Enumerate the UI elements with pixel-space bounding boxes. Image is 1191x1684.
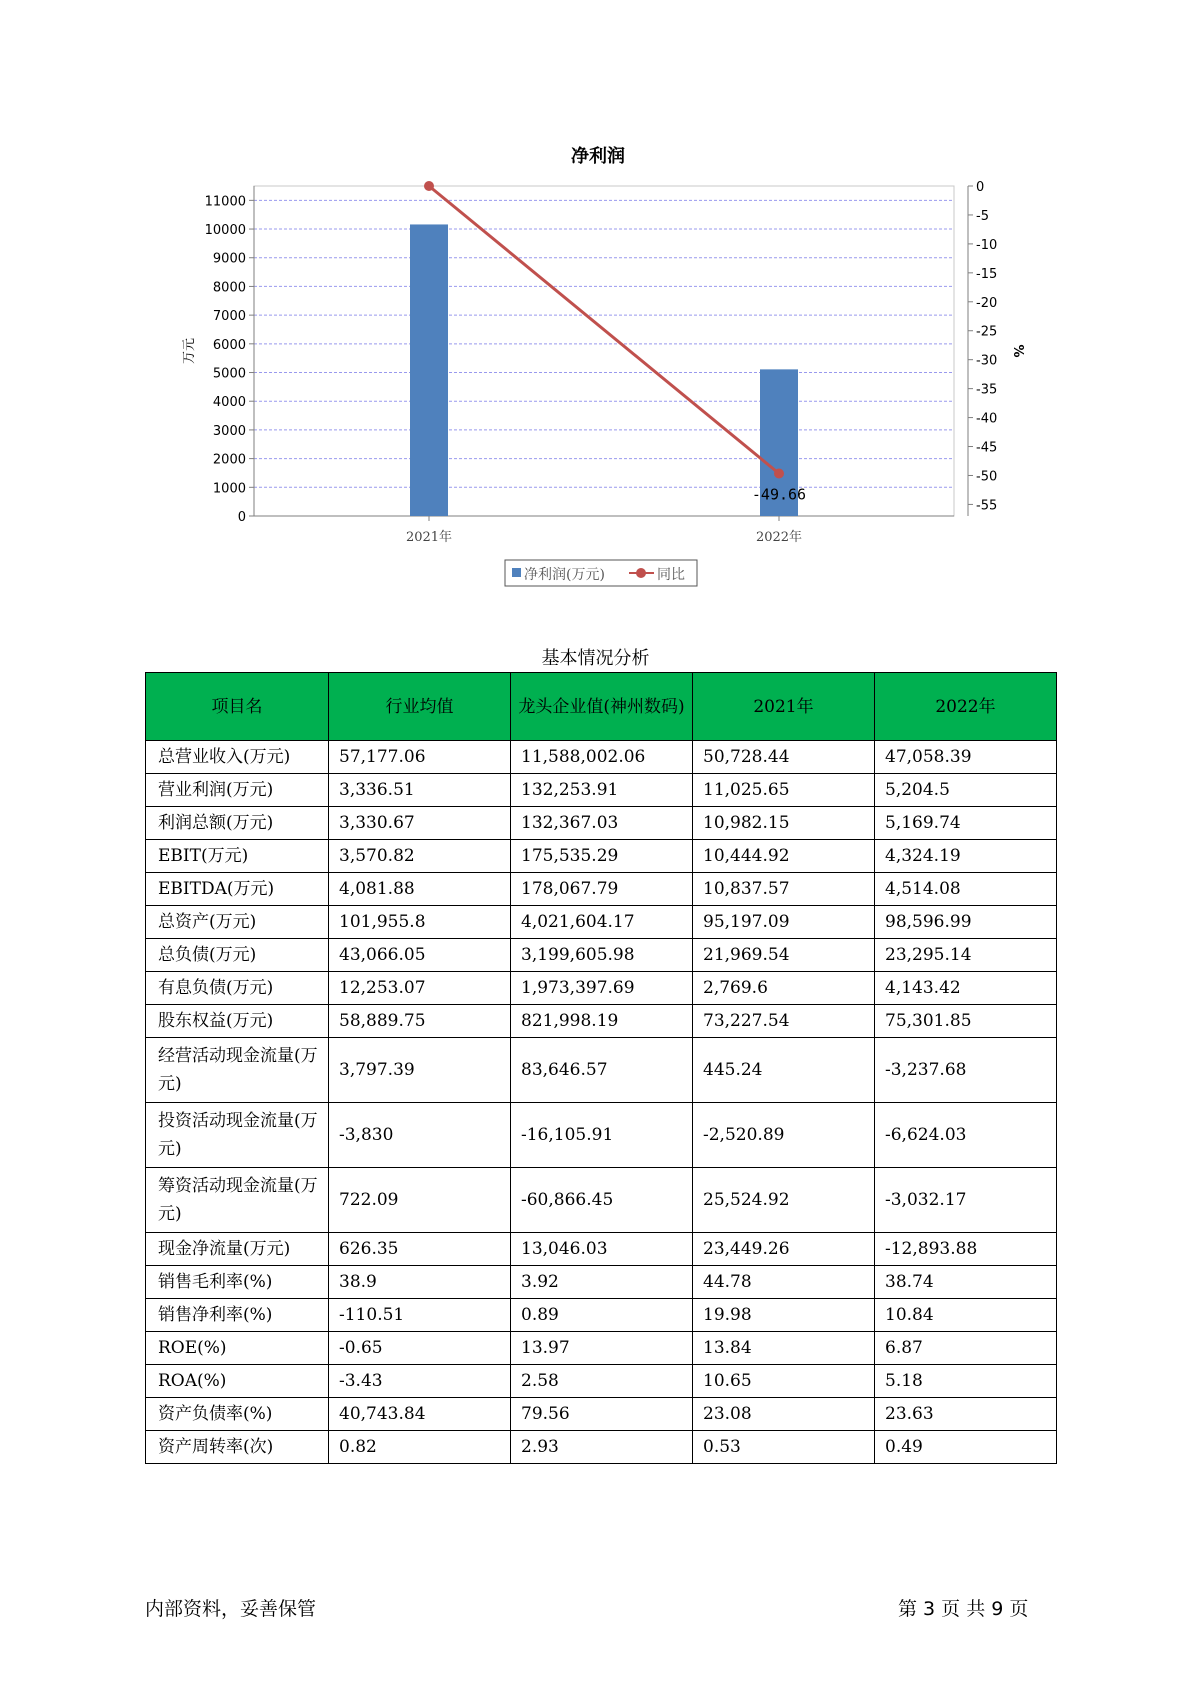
y-tick-label: 4000 [212, 395, 246, 411]
table-row [146, 807, 1057, 840]
industry-avg-cell: 3,797.39 [329, 1038, 511, 1103]
item-name-cell: 销售净利率(%) [146, 1299, 329, 1332]
leader-value-cell: 3,199,605.98 [511, 939, 693, 972]
item-name-cell: EBIT(万元) [146, 840, 329, 873]
y-tick-label: 0 [237, 510, 246, 525]
y2-tick-label: -15 [976, 266, 998, 282]
y-tick-label: 9000 [212, 251, 246, 267]
header-2022: 2022年 [875, 673, 1057, 741]
item-name-cell: 经营活动现金流量(万元) [146, 1038, 329, 1103]
item-name-cell: EBITDA(万元) [146, 873, 329, 906]
year-2022-cell: 4,143.42 [875, 972, 1057, 1005]
leader-value-cell: -16,105.91 [511, 1103, 693, 1168]
y-tick-label: 6000 [212, 337, 246, 353]
item-name-cell: 有息负债(万元) [146, 972, 329, 1005]
bar-net-profit [410, 224, 448, 516]
industry-avg-cell: 101,955.8 [329, 906, 511, 939]
leader-value-cell: 0.89 [511, 1299, 693, 1332]
y2-tick-label: -50 [976, 469, 998, 485]
leader-value-cell: 13,046.03 [511, 1233, 693, 1266]
year-2022-cell: 0.49 [875, 1431, 1057, 1464]
year-2022-cell: -3,032.17 [875, 1168, 1057, 1233]
year-2022-cell: 4,514.08 [875, 873, 1057, 906]
y-tick-label: 3000 [212, 423, 246, 439]
industry-avg-cell: 3,570.82 [329, 840, 511, 873]
year-2022-cell: 5,204.5 [875, 774, 1057, 807]
year-2021-cell: 10,444.92 [693, 840, 875, 873]
leader-value-cell: 3.92 [511, 1266, 693, 1299]
table-row [146, 1398, 1057, 1431]
table-row [146, 774, 1057, 807]
leader-value-cell: 83,646.57 [511, 1038, 693, 1103]
table-row [146, 1233, 1057, 1266]
header-2021: 2021年 [693, 673, 875, 741]
table-row [146, 1431, 1057, 1464]
item-name-cell: 资产负债率(%) [146, 1398, 329, 1431]
chart-title: 净利润 [571, 146, 625, 167]
table-title: 基本情况分析 [541, 648, 650, 669]
yoy-point [774, 469, 784, 479]
industry-avg-cell: 722.09 [329, 1168, 511, 1233]
year-2022-cell: 38.74 [875, 1266, 1057, 1299]
year-2021-cell: 50,728.44 [693, 741, 875, 774]
year-2022-cell: 98,596.99 [875, 906, 1057, 939]
item-name-cell: 营业利润(万元) [146, 774, 329, 807]
item-name-cell: 筹资活动现金流量(万元) [146, 1168, 329, 1233]
leader-value-cell: 175,535.29 [511, 840, 693, 873]
industry-avg-cell: 57,177.06 [329, 741, 511, 774]
y2-tick-label: -35 [976, 382, 998, 398]
x-tick-label: 2022年 [755, 530, 803, 545]
item-name-cell: 总营业收入(万元) [146, 741, 329, 774]
y-tick-label: 2000 [212, 452, 246, 468]
table-row [146, 1168, 1057, 1233]
table-row [146, 939, 1057, 972]
item-name-cell: 总资产(万元) [146, 906, 329, 939]
year-2021-cell: 21,969.54 [693, 939, 875, 972]
legend-line-label: 同比 [657, 567, 685, 583]
year-2022-cell: 47,058.39 [875, 741, 1057, 774]
table-row [146, 1332, 1057, 1365]
item-name-cell: ROA(%) [146, 1365, 329, 1398]
y-axis-label: 万元 [182, 337, 197, 365]
table-row [146, 1005, 1057, 1038]
leader-value-cell: 11,588,002.06 [511, 741, 693, 774]
right-axis-ticks [968, 180, 997, 513]
footer-page-number: 第 3 页 共 9 页 [898, 1598, 1029, 1620]
year-2021-cell: 95,197.09 [693, 906, 875, 939]
year-2021-cell: 11,025.65 [693, 774, 875, 807]
year-2022-cell: 23,295.14 [875, 939, 1057, 972]
item-name-cell: 销售毛利率(%) [146, 1266, 329, 1299]
y2-tick-label: 0 [976, 180, 985, 195]
table-row [146, 1365, 1057, 1398]
y-tick-label: 7000 [212, 309, 246, 325]
year-2021-cell: 13.84 [693, 1332, 875, 1365]
year-2021-cell: 73,227.54 [693, 1005, 875, 1038]
legend-bar-swatch [512, 568, 521, 577]
net-profit-chart [0, 0, 1191, 620]
industry-avg-cell: 3,330.67 [329, 807, 511, 840]
y2-tick-label: -45 [976, 440, 998, 456]
table-row [146, 1103, 1057, 1168]
yoy-point [424, 181, 434, 191]
year-2021-cell: 23.08 [693, 1398, 875, 1431]
industry-avg-cell: 43,066.05 [329, 939, 511, 972]
year-2021-cell: 23,449.26 [693, 1233, 875, 1266]
industry-avg-cell: 38.9 [329, 1266, 511, 1299]
chart-legend [505, 560, 697, 586]
table-row [146, 741, 1057, 774]
table-row [146, 873, 1057, 906]
y-tick-label: 1000 [212, 481, 246, 497]
year-2022-cell: 5.18 [875, 1365, 1057, 1398]
table-row [146, 1299, 1057, 1332]
year-2021-cell: 10,982.15 [693, 807, 875, 840]
industry-avg-cell: 12,253.07 [329, 972, 511, 1005]
year-2022-cell: -6,624.03 [875, 1103, 1057, 1168]
year-2021-cell: -2,520.89 [693, 1103, 875, 1168]
year-2021-cell: 10,837.57 [693, 873, 875, 906]
industry-avg-cell: 0.82 [329, 1431, 511, 1464]
plot-area [254, 186, 954, 516]
y-tick-label: 8000 [212, 280, 246, 296]
leader-value-cell: 1,973,397.69 [511, 972, 693, 1005]
y2-tick-label: -30 [976, 353, 998, 369]
leader-value-cell: 178,067.79 [511, 873, 693, 906]
leader-value-cell: 132,253.91 [511, 774, 693, 807]
year-2021-cell: 19.98 [693, 1299, 875, 1332]
table-row [146, 1038, 1057, 1103]
y-tick-label: 5000 [212, 366, 246, 382]
y-tick-label: 10000 [204, 223, 246, 239]
legend-bar-label: 净利润(万元) [524, 567, 605, 583]
year-2021-cell: 0.53 [693, 1431, 875, 1464]
table-header-row [146, 673, 1057, 741]
leader-value-cell: 821,998.19 [511, 1005, 693, 1038]
basic-analysis-table [145, 672, 1057, 1464]
year-2021-cell: 44.78 [693, 1266, 875, 1299]
table-row [146, 972, 1057, 1005]
table-row [146, 906, 1057, 939]
year-2021-cell: 2,769.6 [693, 972, 875, 1005]
x-axis-labels [406, 516, 802, 545]
industry-avg-cell: -110.51 [329, 1299, 511, 1332]
x-tick-label: 2021年 [405, 530, 453, 545]
yoy-data-label: -49.66 [751, 485, 807, 504]
year-2022-cell: -3,237.68 [875, 1038, 1057, 1103]
footer-confidential-note: 内部资料，妥善保管 [145, 1598, 317, 1620]
industry-avg-cell: -0.65 [329, 1332, 511, 1365]
leader-value-cell: 4,021,604.17 [511, 906, 693, 939]
item-name-cell: 利润总额(万元) [146, 807, 329, 840]
y2-axis-label: % [1010, 344, 1025, 358]
item-name-cell: 投资活动现金流量(万元) [146, 1103, 329, 1168]
y2-tick-label: -40 [976, 411, 998, 427]
item-name-cell: 股东权益(万元) [146, 1005, 329, 1038]
y2-tick-label: -55 [976, 498, 998, 514]
legend-line-marker [636, 568, 646, 578]
year-2022-cell: 6.87 [875, 1332, 1057, 1365]
item-name-cell: 资产周转率(次) [146, 1431, 329, 1464]
y-tick-label: 11000 [204, 194, 246, 210]
industry-avg-cell: 3,336.51 [329, 774, 511, 807]
year-2022-cell: 75,301.85 [875, 1005, 1057, 1038]
year-2021-cell: 445.24 [693, 1038, 875, 1103]
year-2022-cell: -12,893.88 [875, 1233, 1057, 1266]
leader-value-cell: 79.56 [511, 1398, 693, 1431]
item-name-cell: ROE(%) [146, 1332, 329, 1365]
header-item-name: 项目名 [146, 673, 329, 741]
item-name-cell: 现金净流量(万元) [146, 1233, 329, 1266]
year-2022-cell: 4,324.19 [875, 840, 1057, 873]
y2-tick-label: -25 [976, 324, 998, 340]
header-leader-value: 龙头企业值(神州数码) [511, 673, 693, 741]
industry-avg-cell: 58,889.75 [329, 1005, 511, 1038]
leader-value-cell: 132,367.03 [511, 807, 693, 840]
industry-avg-cell: -3.43 [329, 1365, 511, 1398]
table-row [146, 1266, 1057, 1299]
item-name-cell: 总负债(万元) [146, 939, 329, 972]
year-2021-cell: 10.65 [693, 1365, 875, 1398]
industry-avg-cell: 40,743.84 [329, 1398, 511, 1431]
leader-value-cell: 2.93 [511, 1431, 693, 1464]
leader-value-cell: 13.97 [511, 1332, 693, 1365]
year-2022-cell: 5,169.74 [875, 807, 1057, 840]
industry-avg-cell: 4,081.88 [329, 873, 511, 906]
header-industry-avg: 行业均值 [329, 673, 511, 741]
table-row [146, 840, 1057, 873]
year-2021-cell: 25,524.92 [693, 1168, 875, 1233]
year-2022-cell: 23.63 [875, 1398, 1057, 1431]
year-2022-cell: 10.84 [875, 1299, 1057, 1332]
leader-value-cell: -60,866.45 [511, 1168, 693, 1233]
leader-value-cell: 2.58 [511, 1365, 693, 1398]
industry-avg-cell: -3,830 [329, 1103, 511, 1168]
industry-avg-cell: 626.35 [329, 1233, 511, 1266]
y2-tick-label: -5 [976, 208, 989, 224]
y2-tick-label: -10 [976, 237, 998, 253]
left-axis-ticks [205, 194, 254, 525]
y2-tick-label: -20 [976, 295, 998, 311]
